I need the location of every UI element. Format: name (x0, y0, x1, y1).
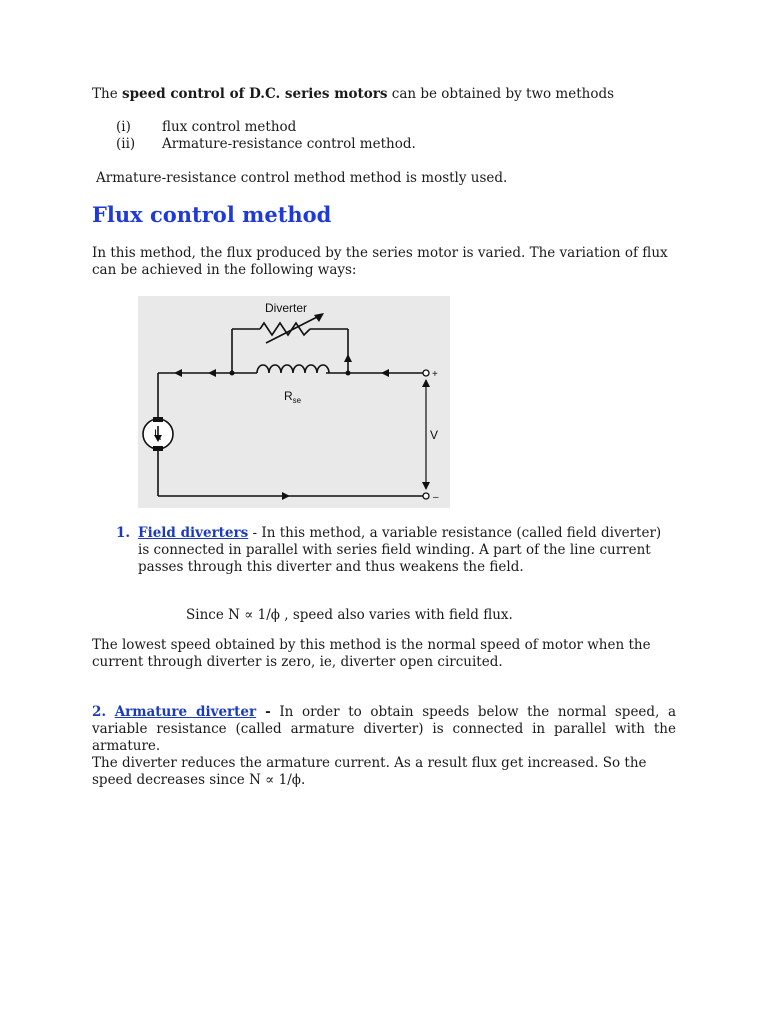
item-text: In order to obtain speeds below the normal speed, a variable resistance (called armature diverter) is connected in parallel with the armature. (92, 704, 676, 754)
circuit-diagram (138, 296, 450, 508)
intro-paragraph (92, 86, 676, 103)
item-body (138, 525, 676, 576)
arrow-head (422, 379, 430, 387)
armature-diverter-link[interactable]: Armature diverter (114, 704, 257, 720)
brush (153, 446, 163, 451)
arrow-head (381, 369, 389, 377)
arrow-head (208, 369, 216, 377)
item-text: - In this method, a variable resistance (called field diverter) is connected in parallel with series field winding. A part of the line current passes through this diverter and thus weakens the field. (138, 525, 662, 575)
field-diverters-link[interactable]: Field diverters (138, 525, 249, 541)
armature-diverter-item (92, 704, 676, 755)
item-dash: - (256, 704, 271, 720)
mostly-used-note: Armature-resistance control method method is mostly used. (96, 170, 508, 186)
list-label: flux control method (162, 119, 297, 135)
method-paragraph: In this method, the flux produced by the series motor is varied. The variation of flux can be achieved in the following ways: (92, 245, 668, 278)
intro-text-end: can be obtained by two methods (387, 86, 615, 102)
circuit-svg (138, 296, 450, 508)
intro-text: The (92, 86, 122, 102)
list-label: Armature-resistance control method. (162, 136, 416, 152)
field-diverters-item (116, 525, 676, 576)
ia-label: $I_a$ (154, 428, 161, 442)
terminal (423, 370, 429, 376)
rse-label: $R_{se}$ (284, 389, 302, 405)
armature-diverter-paragraph: The diverter reduces the armature current. As a result flux get increased. So the speed decreases since N ∝ 1/ϕ. (92, 755, 647, 788)
list-number: (ii) (116, 136, 136, 152)
diverter-label: Diverter (265, 301, 308, 315)
method-list-item (116, 136, 416, 153)
arrow-head (174, 369, 182, 377)
intro-bold-text: speed control of D.C. series motors (121, 86, 388, 102)
arrow-head (422, 482, 430, 490)
lowest-speed-paragraph: The lowest speed obtained by this method is the normal speed of motor when the current through diverter is zero, ie, diverter open circuited. (92, 637, 651, 670)
arrow-head (344, 354, 352, 362)
list-number: (i) (116, 119, 131, 135)
junction-dot (230, 371, 235, 376)
item-number: 1. (116, 525, 131, 541)
method-list-item (116, 119, 296, 136)
item-number: 2. (92, 704, 107, 720)
junction-dot (346, 371, 351, 376)
field-winding (257, 365, 329, 373)
proportionality-note: Since N ∝ 1/ϕ , speed also varies with field flux. (186, 607, 513, 623)
terminal (423, 493, 429, 499)
plus-label: + (432, 369, 438, 380)
v-label: V (430, 428, 439, 442)
brush (153, 417, 163, 422)
minus-label: – (433, 492, 439, 503)
section-heading: Flux control method (92, 202, 332, 227)
arrow-head (282, 492, 290, 500)
